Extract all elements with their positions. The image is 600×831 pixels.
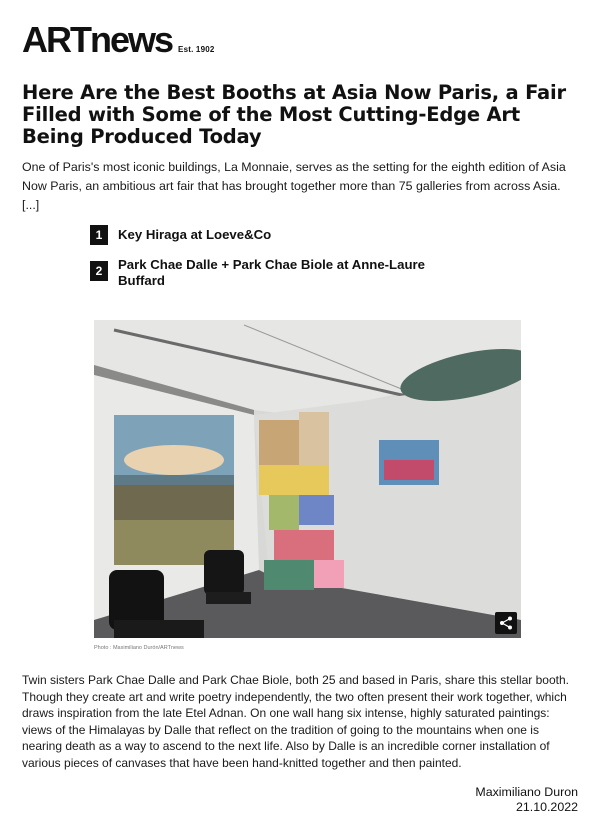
booth-list [90,225,450,301]
article-body: Twin sisters Park Chae Dalle and Park Chae Biole, both 25 and based in Paris, share this stellar booth. Though they create art and write poetry independently, the two often present their work together, which draws inspiration from the late Etel Adnan. On one wall hang six intense, highly saturated paintings: views of the Himalayas by Dalle that reflect on the tradition of going to the mountains when one is nearing death as a way to ascend to the next life. Also by Dalle is an incredible corner installation of various pieces of canvases that have been hand-knitted together and then painted. [22,673,569,770]
masthead [22,19,215,60]
list-number: 1 [90,225,108,245]
list-item-label: Key Hiraga at Loeve&Co [118,227,272,242]
list-item-label: Park Chae Dalle + Park Chae Biole at Anne-Laure Buffard [118,257,425,288]
share-button[interactable] [495,612,517,634]
established-label: Est. 1902 [178,45,215,54]
byline [475,785,578,815]
list-number: 2 [90,261,108,281]
photo-caption: Photo : Maximiliano Durón/ARTnews [94,645,184,651]
list-item[interactable] [90,257,450,289]
read-more-link[interactable]: [...] [22,198,40,212]
publish-date: 21.10.2022 [515,800,578,814]
article-intro [22,158,582,215]
booth-photo [94,320,521,638]
article-headline: Here Are the Best Booths at Asia Now Paris, a Fair Filled with Some of the Most Cutting-Edge Art Being Produced Today [22,81,566,148]
artnews-logo[interactable]: ARTnews [22,19,173,60]
share-icon [499,616,513,630]
author-name[interactable]: Maximiliano Duron [475,785,578,799]
list-item[interactable] [90,225,450,245]
intro-text: One of Paris's most iconic buildings, La Monnaie, serves as the setting for the eighth edition of Asia Now Paris, an ambitious art fair that has brought together more than 75 galleries from across Asia. [22,160,566,193]
booth-photo-image [94,320,521,638]
